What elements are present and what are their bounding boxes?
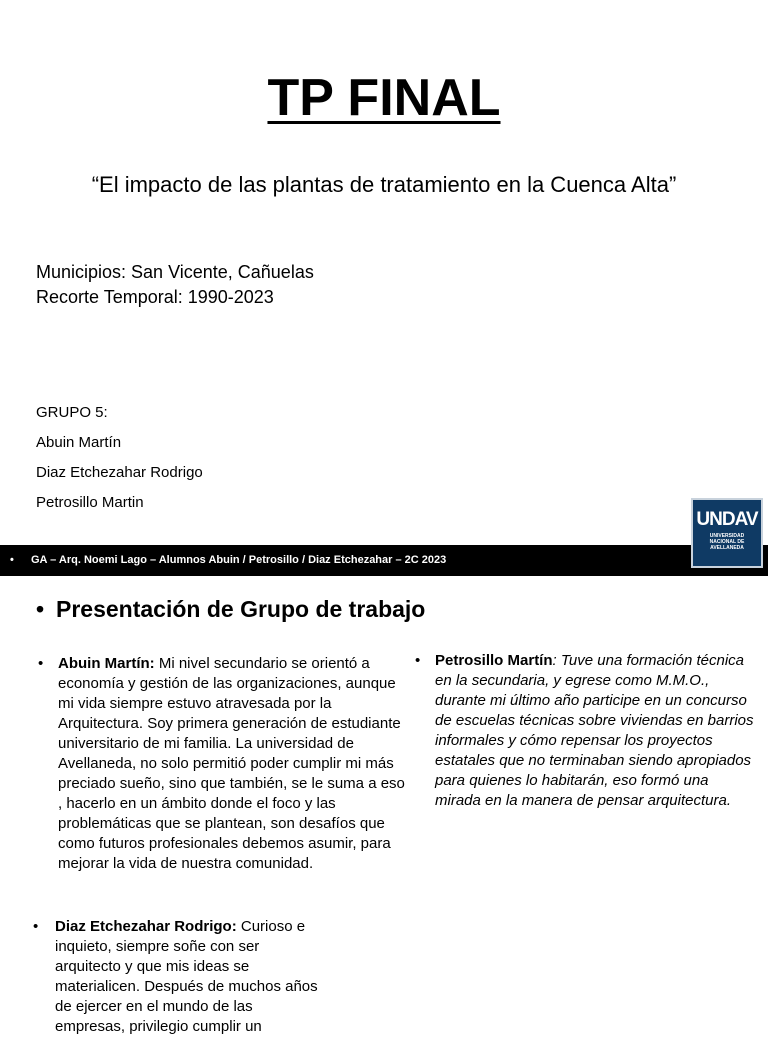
logo-text-1: UNIVERSIDAD (709, 533, 745, 539)
project-subtitle: “El impacto de las plantas de tratamiento en la Cuenca Alta” (91, 172, 677, 197)
group-member: Petrosillo Martin (36, 494, 144, 511)
university-logo (691, 498, 763, 568)
bio-name: Abuin Martín: (58, 655, 155, 672)
group-member: Abuin Martín (36, 434, 122, 451)
group-members (36, 398, 203, 518)
footer-bar (0, 545, 768, 576)
bio-diaz (33, 917, 325, 1037)
bio-text: Curioso e inquieto, siempre soñe con ser arquitecto y que mis ideas se materialicen. Después de muchos años de ejercer en el mundo de las empresas, privilegio cumplir un (55, 918, 318, 1035)
bio-petrosillo (415, 651, 755, 811)
recorte-temporal-line: Recorte Temporal: 1990-2023 (36, 287, 274, 307)
section-bullet: • (36, 596, 45, 622)
bio-bullet: • (415, 652, 421, 669)
group-label: GRUPO 5: (36, 404, 108, 421)
project-meta (36, 260, 314, 310)
footer-bullet: • (10, 554, 14, 566)
group-member: Diaz Etchezahar Rodrigo (36, 464, 203, 481)
bio-bullet: • (33, 918, 39, 935)
bio-name: Petrosillo Martín (435, 652, 553, 669)
footer-text: GA – Arq. Noemi Lago – Alumnos Abuin / Petrosillo / Diaz Etchezahar – 2C 2023 (31, 554, 447, 566)
bio-text: Mi nivel secundario se orientó a economía y gestión de las organizaciones, aunque mi vida siempre estuvo atravesada por la Arquitectura. Soy primera generación de estudiante universitario de mi familia. La universidad de Avellaneda, no solo permitió poder cumplir mi más preciado sueño, sino que también, se le suma a eso , hacerlo en un ámbito donde el foco y las problemáticas que se plantean, son desafíos que como futuros profesionales debemos asumir, para mejorar la vida de nuestra comunidad. (58, 655, 405, 872)
logo-text-2: NACIONAL DE (709, 539, 745, 545)
bio-abuin (38, 654, 408, 874)
section-heading-text: Presentación de Grupo de trabajo (56, 596, 426, 622)
logo-text-3: AVELLANEDA (710, 545, 744, 551)
bio-bullet: • (38, 655, 44, 672)
logo-mark: UNDAV (696, 509, 758, 530)
bio-name: Diaz Etchezahar Rodrigo: (55, 918, 237, 935)
page-title: TP FINAL (267, 69, 501, 127)
section-heading (36, 596, 425, 623)
municipios-line: Municipios: San Vicente, Cañuelas (36, 262, 314, 282)
bio-text: : Tuve una formación técnica en la secundaria, y egrese como M.M.O., durante mi último año participe en un concurso de escuelas técnicas sobre viviendas en barrios informales y cómo repensar los proyectos estatales que no terminaban siendo apropiados para quienes lo habitarán, eso formó una mirada en la manera de pensar arquitectura. (435, 652, 754, 809)
